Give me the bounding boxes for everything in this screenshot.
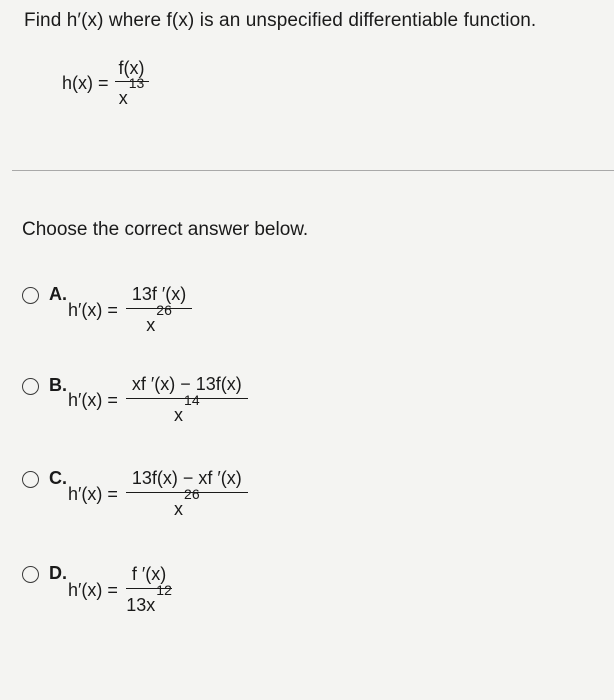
option-d-fraction — [126, 564, 172, 616]
option-b-denominator — [174, 392, 200, 426]
given-fraction — [115, 58, 149, 109]
option-a-numerator: 13f ′(x) — [131, 284, 187, 304]
option-b-fraction — [126, 374, 248, 426]
question-text: Find h′(x) where f(x) is an unspecified differentiable function. — [24, 10, 537, 31]
option-b-den-exponent: 14 — [184, 392, 200, 409]
option-c-den-base: x — [174, 499, 184, 520]
given-lhs: h(x) = — [62, 73, 109, 94]
option-a-formula — [68, 284, 192, 336]
answer-prompt: Choose the correct answer below. — [22, 219, 309, 240]
given-den-base: x — [118, 88, 128, 109]
radio-c[interactable] — [22, 471, 39, 488]
option-d-letter: D. — [49, 563, 67, 583]
option-a-letter: A. — [49, 284, 67, 304]
option-a-denominator — [146, 302, 172, 336]
option-a-den-exponent: 26 — [156, 302, 172, 319]
option-d-numerator: f ′(x) — [131, 564, 167, 584]
option-d-denominator — [126, 582, 172, 616]
option-c-letter: C. — [49, 468, 67, 488]
option-d-lhs: h′(x) = — [68, 579, 118, 600]
option-d-den-exponent: 12 — [156, 582, 172, 599]
radio-a[interactable] — [22, 287, 39, 304]
option-d-den-base: 13x — [126, 595, 156, 616]
given-numerator: f(x) — [118, 58, 145, 78]
option-c-fraction — [126, 468, 248, 520]
given-denominator — [118, 75, 145, 109]
radio-b[interactable] — [22, 378, 39, 395]
option-d-formula — [68, 564, 172, 616]
option-b-formula — [68, 374, 248, 426]
radio-d[interactable] — [22, 566, 39, 583]
option-a-lhs: h′(x) = — [68, 299, 118, 320]
option-a-den-base: x — [146, 315, 156, 336]
option-c-lhs: h′(x) = — [68, 483, 118, 504]
option-b-numerator: xf ′(x) − 13f(x) — [131, 374, 242, 394]
option-a-fraction — [126, 284, 192, 336]
section-divider — [12, 170, 614, 171]
given-den-exponent: 13 — [128, 75, 145, 92]
option-b-letter: B. — [49, 375, 67, 395]
option-c-numerator: 13f(x) − xf ′(x) — [131, 468, 242, 488]
option-b-den-base: x — [174, 405, 184, 426]
option-c-den-exponent: 26 — [184, 486, 200, 503]
option-b-lhs: h′(x) = — [68, 389, 118, 410]
given-function — [62, 58, 149, 109]
option-c-formula — [68, 468, 248, 520]
option-c-denominator — [174, 486, 200, 520]
